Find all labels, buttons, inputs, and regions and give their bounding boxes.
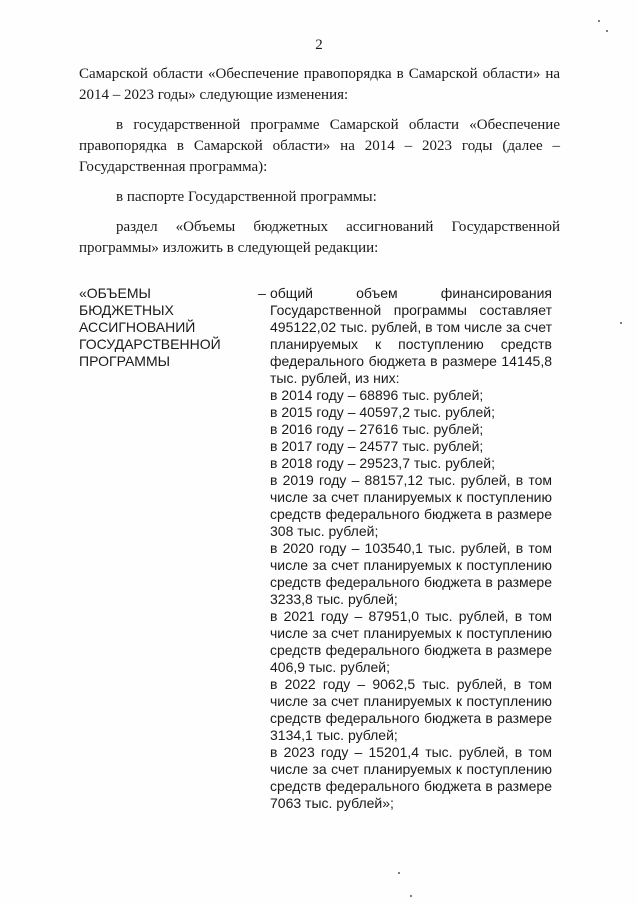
passport-line: в 2015 году – 40597,2 тыс. рублей; <box>270 404 495 420</box>
passport-line: средств федерального бюджета в размере <box>270 574 552 590</box>
passport-line: в 2022 году – 9062,5 тыс. рублей, в том <box>270 676 552 692</box>
scan-speck <box>598 20 600 22</box>
passport-line: числе за счет планируемых к поступлению <box>270 693 552 709</box>
passport-line: числе за счет планируемых к поступлению <box>270 489 552 505</box>
paragraph-3: в паспорте Государственной программы: <box>116 189 377 205</box>
passport-line: Государственной программы составляет <box>270 302 552 318</box>
passport-line: 495122,02 тыс. рублей, в том числе за счет <box>270 319 552 335</box>
passport-line: в 2019 году – 88157,12 тыс. рублей, в том <box>270 472 552 488</box>
passport-line: средств федерального бюджета в размере <box>270 778 552 794</box>
passport-section-title: «ОБЪЕМЫ БЮДЖЕТНЫХ АССИГНОВАНИЙ ГОСУДАРСТВЕННОЙ ПРОГРАММЫ <box>79 285 221 369</box>
passport-line: в 2018 году – 29523,7 тыс. рублей; <box>270 455 495 471</box>
scan-speck <box>410 895 412 897</box>
paragraph-1: Самарской области «Обеспечение правопорядка в Самарской области» на 2014 – 2023 годы» следующие изменения: <box>79 66 560 103</box>
passport-line: 406,9 тыс. рублей; <box>270 659 391 675</box>
passport-line: в 2023 году – 15201,4 тыс. рублей, в том <box>270 744 552 760</box>
page-number: 2 <box>315 37 323 53</box>
passport-line: 7063 тыс. рублей»; <box>270 795 394 811</box>
passport-line: числе за счет планируемых к поступлению <box>270 625 552 641</box>
body-text <box>79 64 560 259</box>
passport-line: 3233,8 тыс. рублей; <box>270 591 398 607</box>
passport-line: в 2017 году – 24577 тыс. рублей; <box>270 438 484 454</box>
passport-line: в 2020 году – 103540,1 тыс. рублей, в том <box>270 540 552 556</box>
passport-line: планируемых к поступлению средств <box>270 336 552 352</box>
passport-line: тыс. рублей, из них: <box>270 370 400 386</box>
passport-line: общий объем финансирования <box>270 285 552 301</box>
passport-line: средств федерального бюджета в размере <box>270 642 552 658</box>
passport-line: средств федерального бюджета в размере <box>270 710 552 726</box>
passport-line: 308 тыс. рублей; <box>270 523 379 539</box>
passport-dash: – <box>258 285 266 301</box>
scan-speck <box>398 872 400 874</box>
passport-line: федерального бюджета в размере 14145,8 <box>270 353 552 369</box>
passport-line: в 2014 году – 68896 тыс. рублей; <box>270 387 484 403</box>
passport-line: числе за счет планируемых к поступлению <box>270 557 552 573</box>
paragraph-2: в государственной программе Самарской области «Обеспечение правопорядка в Самарской области» на 2014 – 2023 годы (далее – Государственная программа): <box>79 117 560 175</box>
passport-financing-text <box>270 285 552 812</box>
passport-line: в 2021 году – 87951,0 тыс. рублей, в том <box>270 608 552 624</box>
passport-line: 3134,1 тыс. рублей; <box>270 727 398 743</box>
paragraph-4: раздел «Объемы бюджетных ассигнований Государственной программы» изложить в следующей редакции: <box>79 219 560 256</box>
passport-line: средств федерального бюджета в размере <box>270 506 552 522</box>
scan-speck <box>620 322 622 324</box>
passport-line: числе за счет планируемых к поступлению <box>270 761 552 777</box>
passport-line: в 2016 году – 27616 тыс. рублей; <box>270 421 484 437</box>
scan-speck <box>606 30 608 32</box>
